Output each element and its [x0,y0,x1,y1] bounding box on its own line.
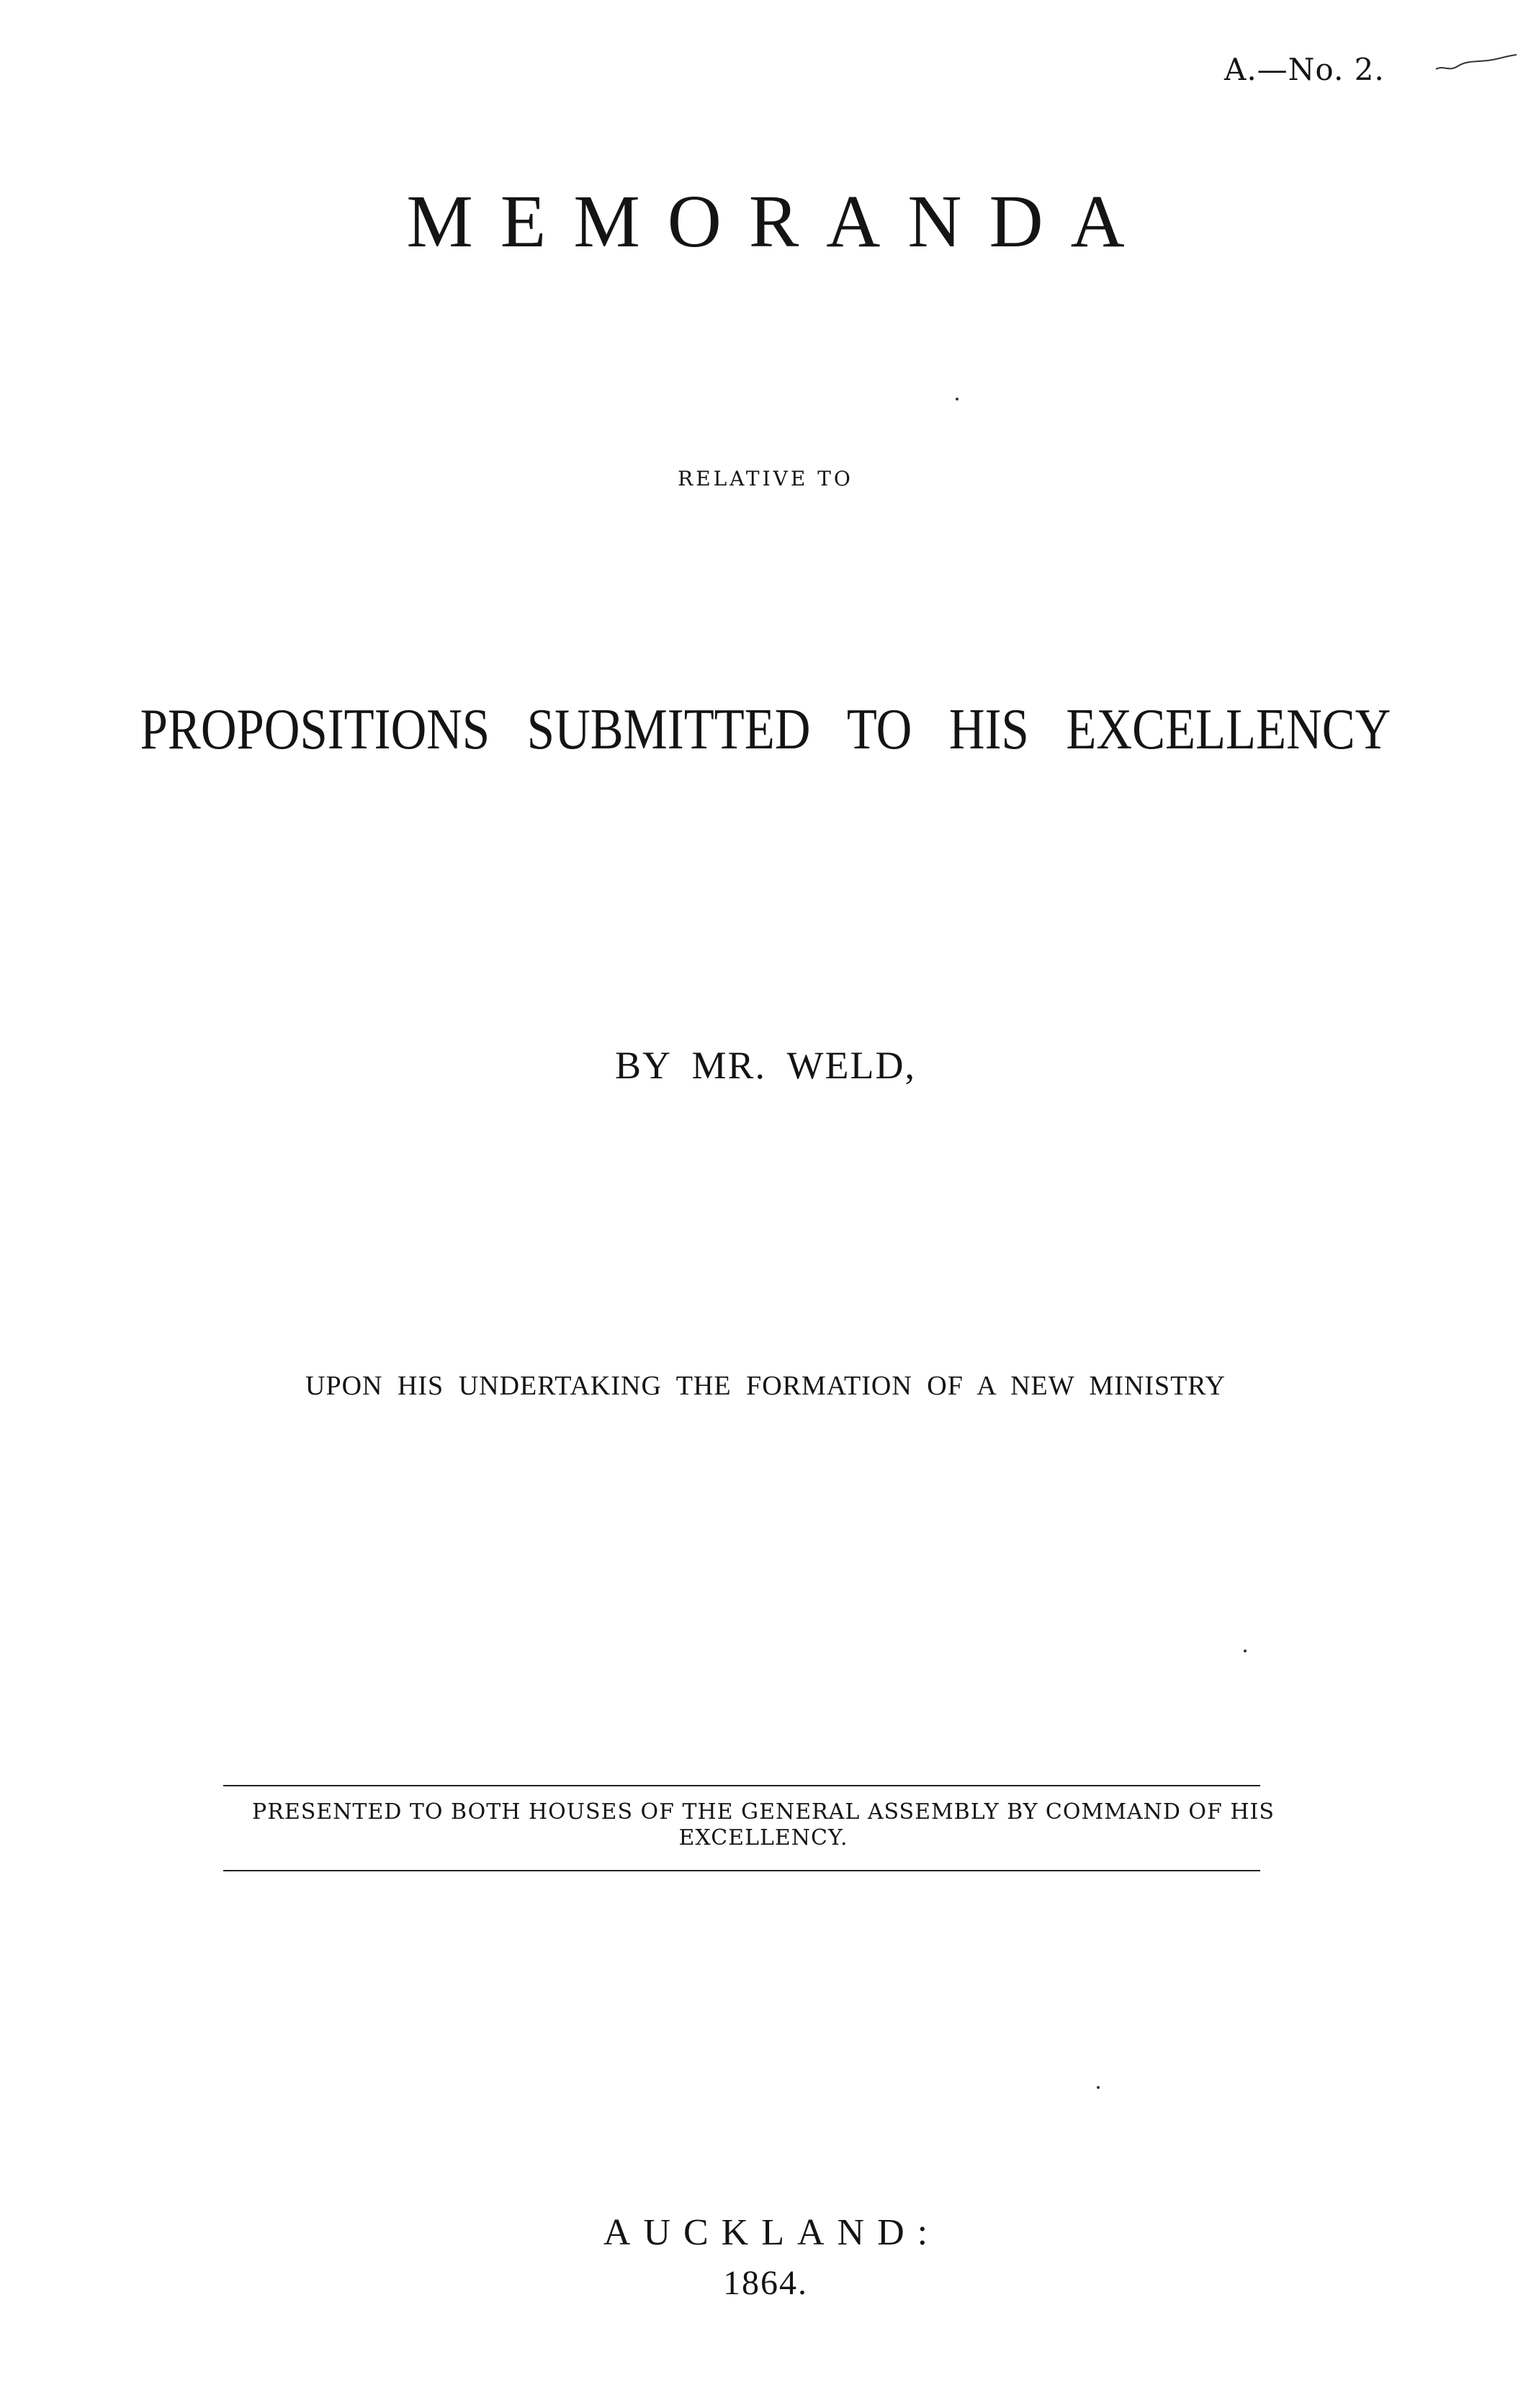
document-number: A.—No. 2. [1224,52,1385,87]
formation-line: UPON HIS UNDERTAKING THE FORMATION OF A NEW MINISTRY [305,1371,1226,1401]
print-speck [1244,1650,1247,1652]
propositions-heading: PROPOSITIONS SUBMITTED TO HIS EXCELLENCY [140,698,1391,761]
imprint-place: AUCKLAND: [603,2212,941,2253]
presented-notice: PRESENTED TO BOTH HOUSES OF THE GENERAL ASSEMBLY BY COMMAND OF HIS EXCELLENCY. [252,1799,1275,1850]
document-title: MEMORANDA [406,180,1152,263]
top-rule [223,1785,1260,1786]
imprint-year: 1864. [723,2264,808,2302]
byline: BY MR. WELD, [614,1044,916,1087]
handwritten-mark [1433,50,1519,79]
bottom-rule [223,1870,1260,1871]
print-speck [956,398,958,400]
print-speck [1097,2086,1100,2089]
relative-to-line: RELATIVE TO [678,467,853,491]
